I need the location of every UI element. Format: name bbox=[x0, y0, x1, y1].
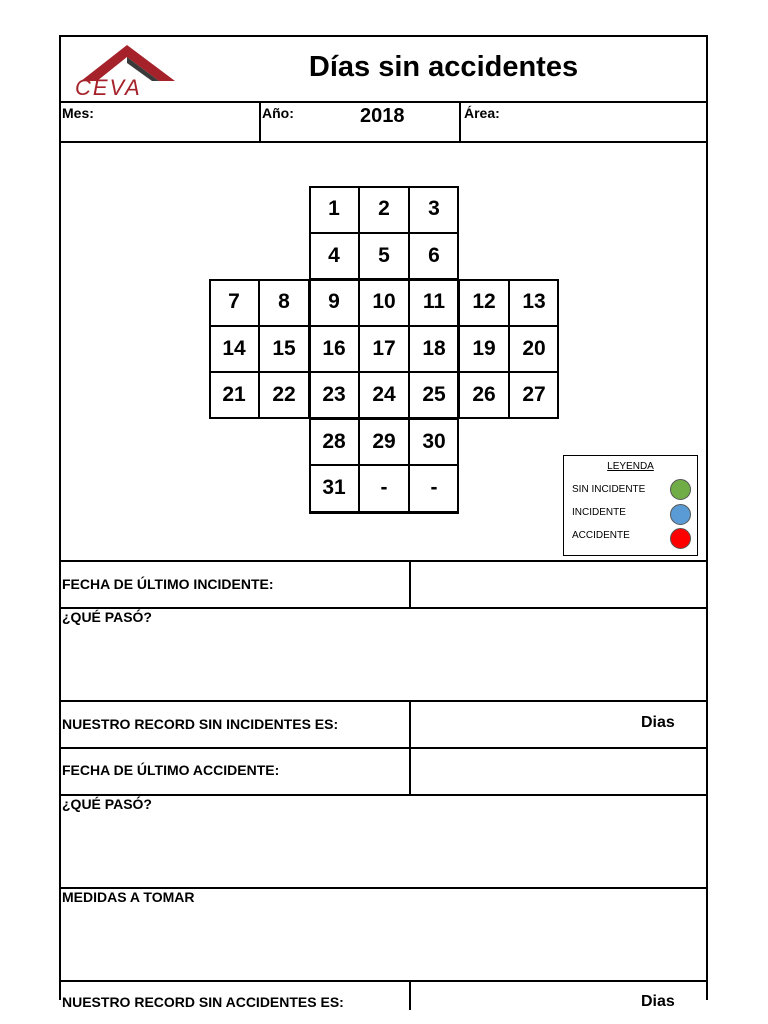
year-value[interactable]: 2018 bbox=[360, 105, 405, 127]
form-sheet bbox=[59, 35, 708, 1010]
blue-circle-icon bbox=[670, 504, 691, 525]
calendar-day[interactable]: 6 bbox=[409, 233, 459, 280]
calendar-grid bbox=[209, 186, 560, 514]
calendar-day[interactable]: 12 bbox=[459, 279, 509, 326]
red-circle-icon bbox=[670, 528, 691, 549]
month-label: Mes: bbox=[62, 105, 94, 121]
month-field[interactable] bbox=[63, 123, 255, 139]
area-label: Área: bbox=[464, 105, 500, 121]
svg-text:CEVA: CEVA bbox=[75, 75, 142, 100]
calendar-day[interactable]: 24 bbox=[359, 372, 409, 419]
area-field[interactable] bbox=[463, 123, 703, 139]
what-happened-field-2[interactable] bbox=[63, 814, 703, 884]
record-accidents-unit: Dias bbox=[641, 993, 675, 1010]
last-incident-field[interactable] bbox=[413, 564, 703, 604]
calendar-day[interactable]: 1 bbox=[309, 186, 359, 233]
what-happened-field-1[interactable] bbox=[63, 627, 703, 697]
calendar-day[interactable]: 5 bbox=[359, 233, 409, 280]
calendar-day[interactable]: 30 bbox=[409, 419, 459, 466]
year-label: Año: bbox=[262, 105, 294, 121]
record-incidents-unit: Dias bbox=[641, 714, 675, 731]
page-title: Días sin accidentes bbox=[308, 51, 579, 83]
legend-label-no-incident: SIN INCIDENTE bbox=[572, 484, 646, 495]
calendar-day[interactable]: 28 bbox=[309, 419, 359, 466]
calendar-day[interactable]: 4 bbox=[309, 233, 359, 280]
record-accidents-field[interactable] bbox=[413, 984, 623, 1002]
record-accidents-label: NUESTRO RECORD SIN ACCIDENTES ES: bbox=[62, 994, 344, 1010]
calendar-day[interactable]: 15 bbox=[259, 326, 309, 373]
green-circle-icon bbox=[670, 479, 691, 500]
calendar-day[interactable]: 10 bbox=[359, 279, 409, 326]
calendar-day[interactable]: 23 bbox=[309, 372, 359, 419]
calendar-day[interactable]: 17 bbox=[359, 326, 409, 373]
last-incident-label: FECHA DE ÚLTIMO INCIDENTE: bbox=[62, 576, 274, 592]
calendar-day[interactable]: 3 bbox=[409, 186, 459, 233]
calendar-day[interactable]: 21 bbox=[209, 372, 259, 419]
calendar-day[interactable]: - bbox=[359, 465, 409, 512]
record-incidents-field[interactable] bbox=[413, 704, 623, 744]
what-happened-label-2: ¿QUÉ PASÓ? bbox=[62, 796, 152, 812]
calendar-day[interactable]: 20 bbox=[509, 326, 559, 373]
calendar-day[interactable]: 11 bbox=[409, 279, 459, 326]
calendar-day[interactable]: - bbox=[409, 465, 459, 512]
last-accident-field[interactable] bbox=[413, 751, 703, 791]
calendar-day[interactable]: 26 bbox=[459, 372, 509, 419]
ceva-logo bbox=[69, 43, 171, 100]
calendar-day[interactable]: 22 bbox=[259, 372, 309, 419]
calendar-day[interactable]: 2 bbox=[359, 186, 409, 233]
legend-box bbox=[563, 455, 698, 556]
calendar-day[interactable]: 8 bbox=[259, 279, 309, 326]
last-accident-label: FECHA DE ÚLTIMO ACCIDENTE: bbox=[62, 762, 280, 778]
calendar-day[interactable]: 27 bbox=[509, 372, 559, 419]
record-incidents-label: NUESTRO RECORD SIN INCIDENTES ES: bbox=[62, 716, 339, 732]
calendar-day[interactable]: 14 bbox=[209, 326, 259, 373]
calendar-day[interactable]: 13 bbox=[509, 279, 559, 326]
calendar-day[interactable]: 9 bbox=[309, 279, 359, 326]
legend-label-incident: INCIDENTE bbox=[572, 507, 626, 518]
calendar-day[interactable]: 18 bbox=[409, 326, 459, 373]
legend-label-accident: ACCIDENTE bbox=[572, 530, 630, 541]
calendar-day[interactable]: 7 bbox=[209, 279, 259, 326]
calendar-day[interactable]: 31 bbox=[309, 465, 359, 512]
calendar-day[interactable]: 19 bbox=[459, 326, 509, 373]
what-happened-label-1: ¿QUÉ PASÓ? bbox=[62, 609, 152, 625]
calendar-day[interactable]: 16 bbox=[309, 326, 359, 373]
calendar-day[interactable]: 29 bbox=[359, 419, 409, 466]
legend-title: LEYENDA bbox=[607, 461, 654, 472]
calendar-day[interactable]: 25 bbox=[409, 372, 459, 419]
measures-label: MEDIDAS A TOMAR bbox=[62, 889, 195, 905]
measures-field[interactable] bbox=[63, 907, 703, 977]
